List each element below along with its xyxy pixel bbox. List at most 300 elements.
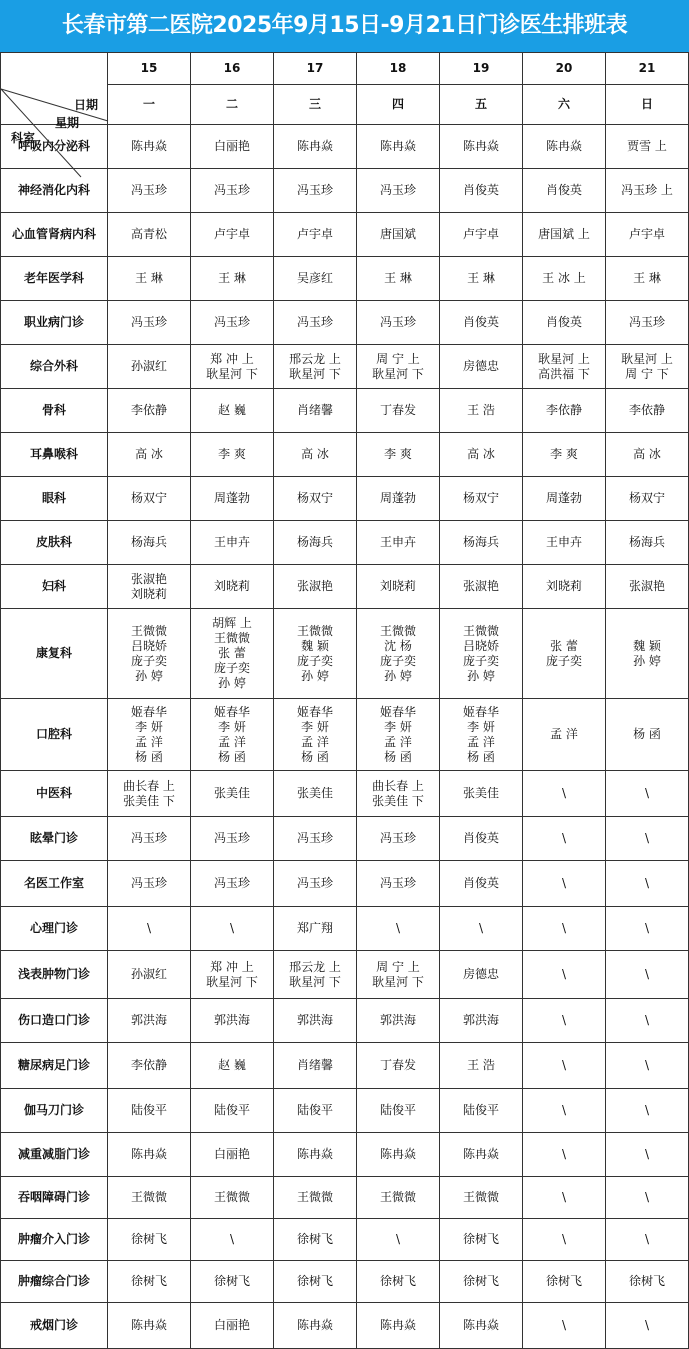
doctor-cell	[191, 609, 274, 699]
weekday-header-cell: 六	[523, 85, 606, 125]
doctor-name: 陈冉焱	[379, 1147, 416, 1161]
doctor-cell	[523, 1133, 606, 1177]
doctor-cell	[357, 565, 440, 609]
weekday-header-cell: 二	[191, 85, 274, 125]
doctor-name: 郭洪海	[379, 1013, 416, 1027]
doctor-name: 刘晓莉	[213, 579, 250, 593]
doctor-name: 陈冉焱	[296, 1147, 333, 1161]
doctor-cell	[191, 771, 274, 817]
doctor-name: 陆俊平	[213, 1103, 250, 1117]
doctor-name: 耿星河 下	[289, 366, 341, 381]
doctor-cell	[191, 861, 274, 907]
date-header-cell: 21	[606, 53, 689, 85]
doctor-name: 徐树飞	[213, 1274, 250, 1288]
doctor-name: 张美佳	[462, 786, 499, 800]
doctor-cell	[440, 477, 523, 521]
doctor-name: 孙淑红	[130, 359, 167, 373]
doctor-cell	[440, 861, 523, 907]
doctor-name: 丁春发	[379, 403, 416, 417]
doctor-name: 徐树飞	[130, 1274, 167, 1288]
doctor-name: 张美佳 下	[123, 793, 175, 808]
doctor-cell	[523, 1303, 606, 1349]
doctor-name: 孙 婷	[384, 668, 412, 683]
doctor-cell	[108, 213, 191, 257]
doctor-cell	[108, 907, 191, 951]
doctor-name: 冯玉珍	[213, 183, 250, 197]
department-cell: 中医科	[1, 771, 108, 817]
doctor-cell	[357, 389, 440, 433]
doctor-cell	[274, 125, 357, 169]
doctor-name: 王 琳	[633, 271, 661, 285]
doctor-cell	[606, 1219, 689, 1261]
doctor-name: 张淑艳	[462, 579, 499, 593]
doctor-name: 孙 婷	[467, 668, 495, 683]
doctor-name: \	[561, 1103, 567, 1117]
department-cell: 心血管肾病内科	[1, 213, 108, 257]
doctor-name: 王 琳	[467, 271, 495, 285]
doctor-name: 孙 婷	[301, 668, 329, 683]
doctor-name: 耿星河 上	[621, 351, 673, 366]
doctor-name: 杨 函	[384, 749, 412, 764]
doctor-cell	[523, 1089, 606, 1133]
doctor-cell	[440, 1219, 523, 1261]
department-cell: 神经消化内科	[1, 169, 108, 213]
doctor-name: 卢宇卓	[628, 227, 665, 241]
doctor-name: 胡辉 上	[212, 616, 252, 630]
doctor-cell	[274, 521, 357, 565]
doctor-cell	[357, 125, 440, 169]
doctor-name: 张淑艳	[628, 579, 665, 593]
doctor-name: 丁春发	[379, 1058, 416, 1072]
department-cell: 职业病门诊	[1, 301, 108, 345]
doctor-cell	[523, 771, 606, 817]
doctor-cell	[440, 817, 523, 861]
doctor-name: 高 冰	[633, 447, 661, 461]
schedule-row	[1, 433, 689, 477]
doctor-name: 王微微	[213, 631, 250, 645]
doctor-cell	[440, 565, 523, 609]
doctor-name: 姬春华	[213, 704, 250, 719]
doctor-name: 庞子奕	[213, 661, 250, 675]
doctor-cell	[523, 817, 606, 861]
doctor-cell	[191, 1261, 274, 1303]
doctor-cell	[440, 389, 523, 433]
doctor-name: 王微微	[462, 1190, 499, 1204]
doctor-name: 陈冉焱	[462, 1318, 499, 1332]
doctor-name: \	[395, 1232, 401, 1246]
doctor-name: 杨海兵	[628, 535, 665, 549]
department-cell: 口腔科	[1, 699, 108, 771]
doctor-name: 周 宁 上	[376, 351, 420, 366]
doctor-cell	[191, 907, 274, 951]
doctor-name: 周蓬勃	[379, 491, 416, 505]
doctor-cell	[108, 1089, 191, 1133]
doctor-name: 房德忠	[462, 967, 499, 981]
doctor-name: \	[644, 1058, 650, 1072]
doctor-cell	[274, 861, 357, 907]
doctor-name: 王微微	[130, 623, 167, 638]
schedule-row	[1, 257, 689, 301]
doctor-cell	[191, 1133, 274, 1177]
doctor-name: 魏 颖	[633, 638, 661, 653]
doctor-cell	[191, 1043, 274, 1089]
schedule-row	[1, 213, 689, 257]
doctor-cell	[191, 1219, 274, 1261]
doctor-name: 肖绪馨	[296, 1058, 333, 1072]
doctor-cell	[606, 169, 689, 213]
doctor-cell	[191, 1089, 274, 1133]
doctor-name: 徐树飞	[130, 1232, 167, 1246]
doctor-name: 徐树飞	[296, 1232, 333, 1246]
doctor-name: 姬春华	[462, 704, 499, 719]
doctor-name: 杨 函	[633, 727, 661, 741]
schedule-row	[1, 1089, 689, 1133]
doctor-cell	[191, 521, 274, 565]
schedule-row	[1, 771, 689, 817]
doctor-cell	[274, 1133, 357, 1177]
doctor-cell	[440, 609, 523, 699]
doctor-name: 唐国斌 上	[538, 227, 590, 241]
doctor-name: \	[561, 876, 567, 890]
doctor-name: 肖俊英	[462, 876, 499, 890]
doctor-name: \	[395, 921, 401, 935]
doctor-cell	[606, 609, 689, 699]
doctor-cell	[606, 907, 689, 951]
doctor-name: 卢宇卓	[296, 227, 333, 241]
doctor-name: 孟 洋	[550, 727, 578, 741]
doctor-name: 杨 函	[135, 749, 163, 764]
schedule-row	[1, 389, 689, 433]
doctor-cell	[357, 1303, 440, 1349]
doctor-name: 孟 洋	[135, 734, 163, 749]
doctor-name: \	[561, 1013, 567, 1027]
doctor-name: 孙 婷	[633, 653, 661, 668]
doctor-name: 杨双宁	[130, 491, 167, 505]
doctor-cell	[274, 433, 357, 477]
department-cell: 综合外科	[1, 345, 108, 389]
schedule-row	[1, 521, 689, 565]
doctor-cell	[523, 1043, 606, 1089]
doctor-name: 唐国斌	[379, 227, 416, 241]
doctor-name: 杨双宁	[628, 491, 665, 505]
doctor-cell	[606, 951, 689, 999]
doctor-name: 张淑艳	[130, 571, 167, 586]
schedule-row	[1, 951, 689, 999]
doctor-name: 庞子奕	[296, 653, 333, 668]
doctor-name: 杨 函	[301, 749, 329, 764]
doctor-cell	[357, 433, 440, 477]
doctor-name: 王微微	[462, 623, 499, 638]
doctor-cell	[191, 1303, 274, 1349]
doctor-name: 杨海兵	[130, 535, 167, 549]
doctor-name: \	[561, 1318, 567, 1332]
doctor-cell	[523, 565, 606, 609]
doctor-cell	[440, 257, 523, 301]
doctor-name: 庞子奕	[379, 653, 416, 668]
doctor-cell	[191, 817, 274, 861]
weekday-header-cell: 日	[606, 85, 689, 125]
doctor-name: 张美佳	[296, 786, 333, 800]
doctor-cell	[357, 345, 440, 389]
doctor-cell	[274, 389, 357, 433]
doctor-cell	[274, 169, 357, 213]
doctor-name: 王 琳	[135, 271, 163, 285]
doctor-name: 陆俊平	[130, 1103, 167, 1117]
doctor-cell	[440, 521, 523, 565]
doctor-name: 张淑艳	[296, 579, 333, 593]
schedule-row	[1, 907, 689, 951]
doctor-cell	[274, 257, 357, 301]
department-cell: 伽马刀门诊	[1, 1089, 108, 1133]
doctor-name: 孟 洋	[218, 734, 246, 749]
doctor-cell	[606, 1303, 689, 1349]
doctor-cell	[274, 951, 357, 999]
doctor-cell	[274, 609, 357, 699]
doctor-name: 郭洪海	[462, 1013, 499, 1027]
doctor-name: \	[478, 921, 484, 935]
doctor-name: 陆俊平	[462, 1103, 499, 1117]
doctor-name: 白丽艳	[213, 1318, 250, 1332]
doctor-cell	[357, 1089, 440, 1133]
doctor-name: 冯玉珍	[379, 315, 416, 329]
doctor-cell	[357, 861, 440, 907]
doctor-name: 李 妍	[301, 719, 329, 734]
doctor-name: 耿星河 下	[206, 974, 258, 989]
date-header-cell: 20	[523, 53, 606, 85]
doctor-name: 耿星河 下	[206, 366, 258, 381]
doctor-cell	[606, 125, 689, 169]
doctor-cell	[108, 771, 191, 817]
doctor-name: 赵 巍	[218, 403, 246, 417]
doctor-name: \	[644, 967, 650, 981]
doctor-cell	[274, 1219, 357, 1261]
doctor-cell	[606, 771, 689, 817]
doctor-cell	[191, 213, 274, 257]
doctor-cell	[274, 1043, 357, 1089]
doctor-cell	[523, 1261, 606, 1303]
doctor-name: 冯玉珍	[628, 315, 665, 329]
doctor-cell	[440, 433, 523, 477]
schedule-row	[1, 565, 689, 609]
schedule-row	[1, 1177, 689, 1219]
doctor-name: 卢宇卓	[462, 227, 499, 241]
doctor-name: 李 爽	[218, 447, 246, 461]
doctor-name: 王申卉	[213, 535, 250, 549]
doctor-name: 李 爽	[384, 447, 412, 461]
doctor-cell	[191, 301, 274, 345]
doctor-cell	[606, 861, 689, 907]
date-header-row	[1, 53, 689, 85]
doctor-name: 郭洪海	[213, 1013, 250, 1027]
doctor-cell	[108, 1177, 191, 1219]
doctor-cell	[357, 213, 440, 257]
doctor-name: 吕晓娇	[462, 638, 499, 653]
doctor-cell	[523, 951, 606, 999]
doctor-cell	[440, 951, 523, 999]
schedule-row	[1, 1303, 689, 1349]
doctor-name: 贾雪 上	[627, 139, 667, 153]
doctor-cell	[357, 907, 440, 951]
doctor-cell	[440, 213, 523, 257]
doctor-name: 肖俊英	[462, 315, 499, 329]
doctor-cell	[108, 1261, 191, 1303]
doctor-cell	[357, 609, 440, 699]
doctor-name: \	[644, 1103, 650, 1117]
doctor-name: 白丽艳	[213, 139, 250, 153]
doctor-name: 张 蕾	[550, 638, 578, 653]
doctor-name: 冯玉珍	[130, 315, 167, 329]
doctor-name: 庞子奕	[545, 653, 582, 668]
doctor-cell	[108, 125, 191, 169]
schedule-row	[1, 861, 689, 907]
department-cell: 耳鼻喉科	[1, 433, 108, 477]
doctor-name: 王微微	[130, 1190, 167, 1204]
doctor-cell	[357, 257, 440, 301]
doctor-name: 白丽艳	[213, 1147, 250, 1161]
doctor-name: 徐树飞	[545, 1274, 582, 1288]
doctor-cell	[523, 125, 606, 169]
doctor-cell	[357, 699, 440, 771]
schedule-row	[1, 699, 689, 771]
doctor-cell	[523, 907, 606, 951]
doctor-name: 邢云龙 上	[289, 351, 341, 366]
doctor-cell	[274, 213, 357, 257]
doctor-cell	[440, 907, 523, 951]
schedule-row	[1, 477, 689, 521]
doctor-name: 王微微	[379, 623, 416, 638]
doctor-cell	[357, 999, 440, 1043]
doctor-name: 李 妍	[384, 719, 412, 734]
doctor-name: 陆俊平	[379, 1103, 416, 1117]
doctor-name: 周蓬勃	[545, 491, 582, 505]
doctor-name: 李依静	[545, 403, 582, 417]
doctor-cell	[440, 1043, 523, 1089]
doctor-name: 李依静	[130, 403, 167, 417]
doctor-name: 孟 洋	[384, 734, 412, 749]
doctor-cell	[357, 1133, 440, 1177]
doctor-cell	[108, 301, 191, 345]
doctor-cell	[191, 951, 274, 999]
schedule-table	[0, 52, 689, 1349]
doctor-cell	[191, 389, 274, 433]
doctor-name: \	[561, 921, 567, 935]
doctor-cell	[108, 1303, 191, 1349]
doctor-name: 肖俊英	[462, 183, 499, 197]
doctor-cell	[606, 345, 689, 389]
doctor-name: \	[561, 786, 567, 800]
doctor-name: 冯玉珍	[296, 831, 333, 845]
doctor-cell	[191, 699, 274, 771]
doctor-cell	[606, 817, 689, 861]
page-title: 长春市第二医院2025年9月15日-9月21日门诊医生排班表	[0, 0, 689, 52]
doctor-cell	[523, 609, 606, 699]
doctor-name: \	[229, 921, 235, 935]
doctor-cell	[523, 999, 606, 1043]
doctor-name: 刘晓莉	[130, 586, 167, 601]
doctor-name: 陈冉焱	[379, 139, 416, 153]
department-cell: 肿瘤介入门诊	[1, 1219, 108, 1261]
doctor-name: 庞子奕	[462, 653, 499, 668]
doctor-name: 张 蕾	[218, 646, 246, 660]
doctor-cell	[606, 389, 689, 433]
doctor-cell	[191, 477, 274, 521]
doctor-cell	[108, 609, 191, 699]
department-cell: 皮肤科	[1, 521, 108, 565]
corner-header-cell	[1, 53, 108, 145]
department-cell: 妇科	[1, 565, 108, 609]
doctor-name: \	[561, 1058, 567, 1072]
schedule-row	[1, 1219, 689, 1261]
doctor-name: 冯玉珍	[130, 876, 167, 890]
doctor-cell	[523, 1219, 606, 1261]
doctor-cell	[274, 771, 357, 817]
doctor-name: 王申卉	[545, 535, 582, 549]
doctor-cell	[108, 345, 191, 389]
doctor-cell	[357, 1219, 440, 1261]
doctor-cell	[191, 433, 274, 477]
doctor-name: 魏 颖	[301, 638, 329, 653]
doctor-name: 徐树飞	[462, 1274, 499, 1288]
doctor-name: 肖俊英	[462, 831, 499, 845]
doctor-cell	[357, 771, 440, 817]
doctor-cell	[108, 699, 191, 771]
doctor-name: 陈冉焱	[545, 139, 582, 153]
doctor-cell	[357, 1261, 440, 1303]
doctor-cell	[274, 1303, 357, 1349]
doctor-name: 周蓬勃	[213, 491, 250, 505]
department-cell: 康复科	[1, 609, 108, 699]
doctor-name: 高 冰	[135, 447, 163, 461]
doctor-name: \	[561, 1147, 567, 1161]
doctor-cell	[108, 433, 191, 477]
doctor-name: 冯玉珍	[379, 876, 416, 890]
department-cell: 糖尿病足门诊	[1, 1043, 108, 1089]
department-cell: 名医工作室	[1, 861, 108, 907]
doctor-cell	[440, 999, 523, 1043]
doctor-name: 耿星河 下	[289, 974, 341, 989]
department-cell: 戒烟门诊	[1, 1303, 108, 1349]
doctor-name: 冯玉珍	[379, 183, 416, 197]
schedule-row	[1, 609, 689, 699]
doctor-name: \	[644, 1147, 650, 1161]
doctor-cell	[357, 817, 440, 861]
doctor-cell	[606, 1043, 689, 1089]
doctor-name: 姬春华	[379, 704, 416, 719]
doctor-name: 王微微	[379, 1190, 416, 1204]
doctor-name: 庞子奕	[130, 653, 167, 668]
doctor-name: \	[644, 1232, 650, 1246]
doctor-name: 李依静	[628, 403, 665, 417]
department-cell: 肿瘤综合门诊	[1, 1261, 108, 1303]
schedule-row	[1, 1133, 689, 1177]
doctor-name: 刘晓莉	[545, 579, 582, 593]
doctor-cell	[440, 1133, 523, 1177]
doctor-name: 周 宁 下	[625, 366, 669, 381]
doctor-name: 李 妍	[218, 719, 246, 734]
doctor-cell	[606, 1261, 689, 1303]
doctor-cell	[523, 477, 606, 521]
doctor-name: 王微微	[213, 1190, 250, 1204]
doctor-name: 耿星河 上	[538, 351, 590, 366]
doctor-name: 吴彦红	[296, 271, 333, 285]
schedule-row	[1, 345, 689, 389]
department-cell: 减重减脂门诊	[1, 1133, 108, 1177]
doctor-name: 冯玉珍	[213, 876, 250, 890]
doctor-name: 孟 洋	[467, 734, 495, 749]
doctor-name: 肖俊英	[545, 183, 582, 197]
doctor-name: 王微微	[296, 623, 333, 638]
date-header-cell: 19	[440, 53, 523, 85]
